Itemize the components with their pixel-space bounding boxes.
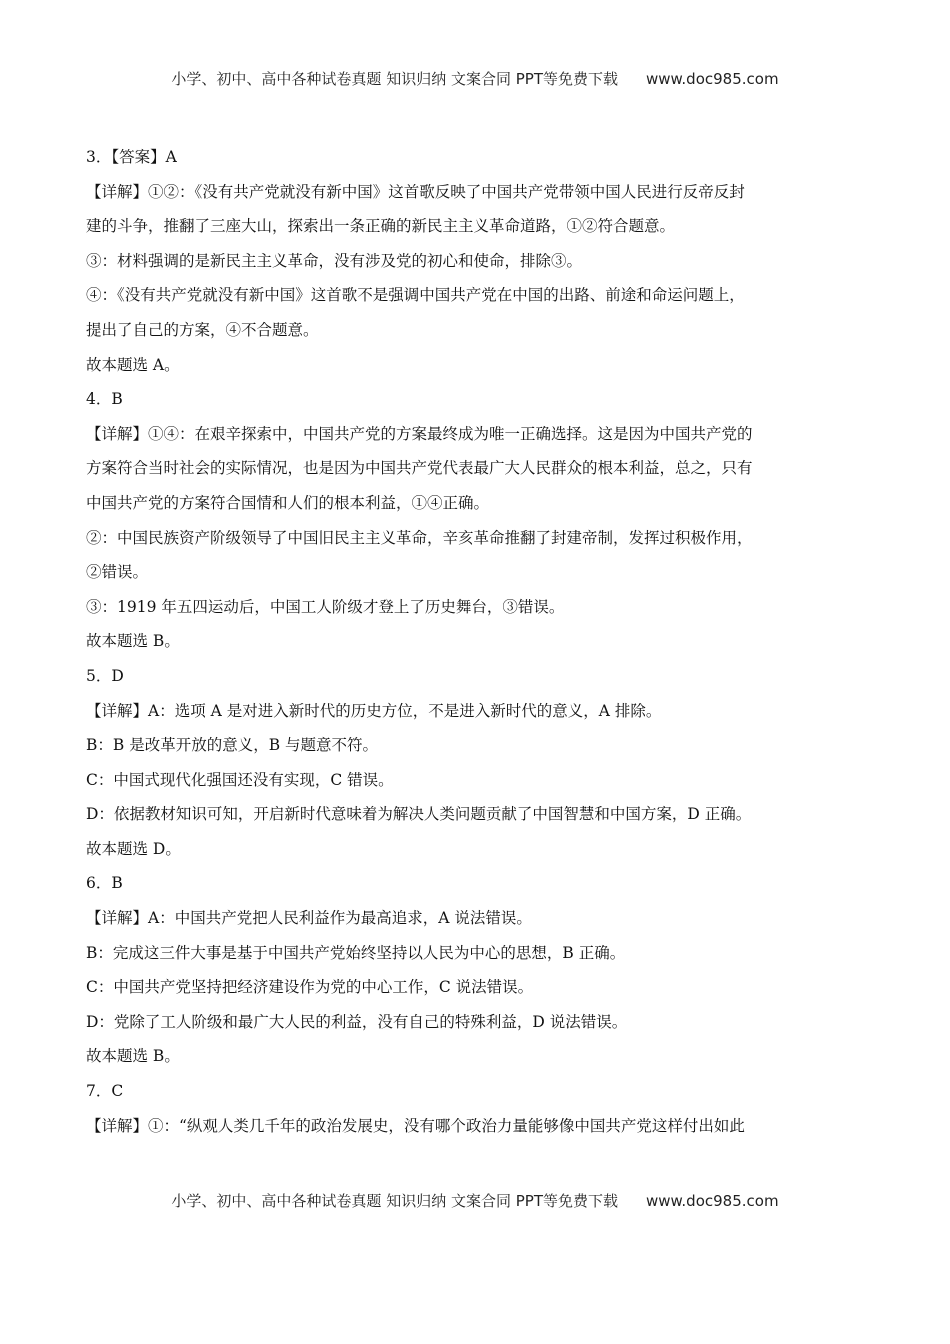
text-line: ②错误。: [86, 563, 149, 582]
text-line: 【详解】①：“纵观人类几千年的政治发展史，没有哪个政治力量能够像中国共产党这样付出如此: [86, 1116, 745, 1135]
text-line: 【详解】A：中国共产党把人民利益作为最高追求，A 说法错误。: [86, 909, 532, 928]
text-line: C：中国共产党坚持把经济建设作为党的中心工作，C 说法错误。: [86, 978, 534, 997]
page-footer: [0, 1190, 950, 1211]
text-line: 故本题选 A。: [86, 355, 180, 374]
footer-site-link[interactable]: www.doc985.com: [645, 1192, 779, 1210]
text-line: C：中国式现代化强国还没有实现，C 错误。: [86, 770, 394, 789]
text-line: 故本题选 B。: [86, 632, 180, 651]
text-line: 提出了自己的方案，④不合题意。: [86, 320, 319, 339]
text-line: 方案符合当时社会的实际情况，也是因为中国共产党代表最广大人民群众的根本利益，总之，只有: [86, 459, 753, 478]
footer-text: 小学、初中、高中各种试卷真题 知识归纳 文案合同 PPT等免费下载: [171, 1192, 618, 1210]
header-site-link[interactable]: www.doc985.com: [645, 70, 779, 88]
text-line: B：B 是改革开放的意义，B 与题意不符。: [86, 736, 379, 755]
text-line: ④：《没有共产党就没有新中国》这首歌不是强调中国共产党在中国的出路、前途和命运问题上，: [86, 286, 745, 305]
text-line: ③：材料强调的是新民主主义革命，没有涉及党的初心和使命，排除③。: [86, 251, 583, 270]
text-line: D：党除了工人阶级和最广大人民的利益，没有自己的特殊利益，D 说法错误。: [86, 1012, 628, 1031]
text-line: 中国共产党的方案符合国情和人们的根本利益，①④正确。: [86, 493, 490, 512]
answer-body: [86, 140, 816, 1143]
answer-heading-5: 5．D: [86, 666, 124, 685]
text-line: D：依据教材知识可知，开启新时代意味着为解决人类问题贡献了中国智慧和中国方案，D 正确。: [86, 805, 752, 824]
answer-heading-4: 4．B: [86, 390, 123, 409]
header-text: 小学、初中、高中各种试卷真题 知识归纳 文案合同 PPT等免费下载: [171, 70, 618, 88]
text-line: 故本题选 D。: [86, 839, 181, 858]
text-line: B：完成这三件大事是基于中国共产党始终坚持以人民为中心的思想，B 正确。: [86, 943, 626, 962]
text-line: 【详解】A：选项 A 是对进入新时代的历史方位，不是进入新时代的意义，A 排除。: [86, 701, 662, 720]
text-line: ③：1919 年五四运动后，中国工人阶级才登上了历史舞台，③错误。: [86, 597, 565, 616]
answer-heading-3: 3．【答案】A: [86, 148, 177, 166]
page-header: [0, 68, 950, 89]
text-line: ②：中国民族资产阶级领导了中国旧民主主义革命，辛亥革命推翻了封建帝制，发挥过积极作用，: [86, 528, 753, 547]
answer-heading-6: 6．B: [86, 874, 123, 893]
text-line: 建的斗争，推翻了三座大山，探索出一条正确的新民主主义革命道路，①②符合题意。: [86, 217, 676, 236]
text-line: 【详解】①④：在艰辛探索中，中国共产党的方案最终成为唯一正确选择。这是因为中国共产党的: [86, 424, 753, 443]
text-line: 【详解】①②：《没有共产党就没有新中国》这首歌反映了中国共产党带领中国人民进行反帝反封: [86, 182, 745, 201]
text-line: 故本题选 B。: [86, 1047, 180, 1066]
answer-heading-7: 7．C: [86, 1082, 124, 1101]
